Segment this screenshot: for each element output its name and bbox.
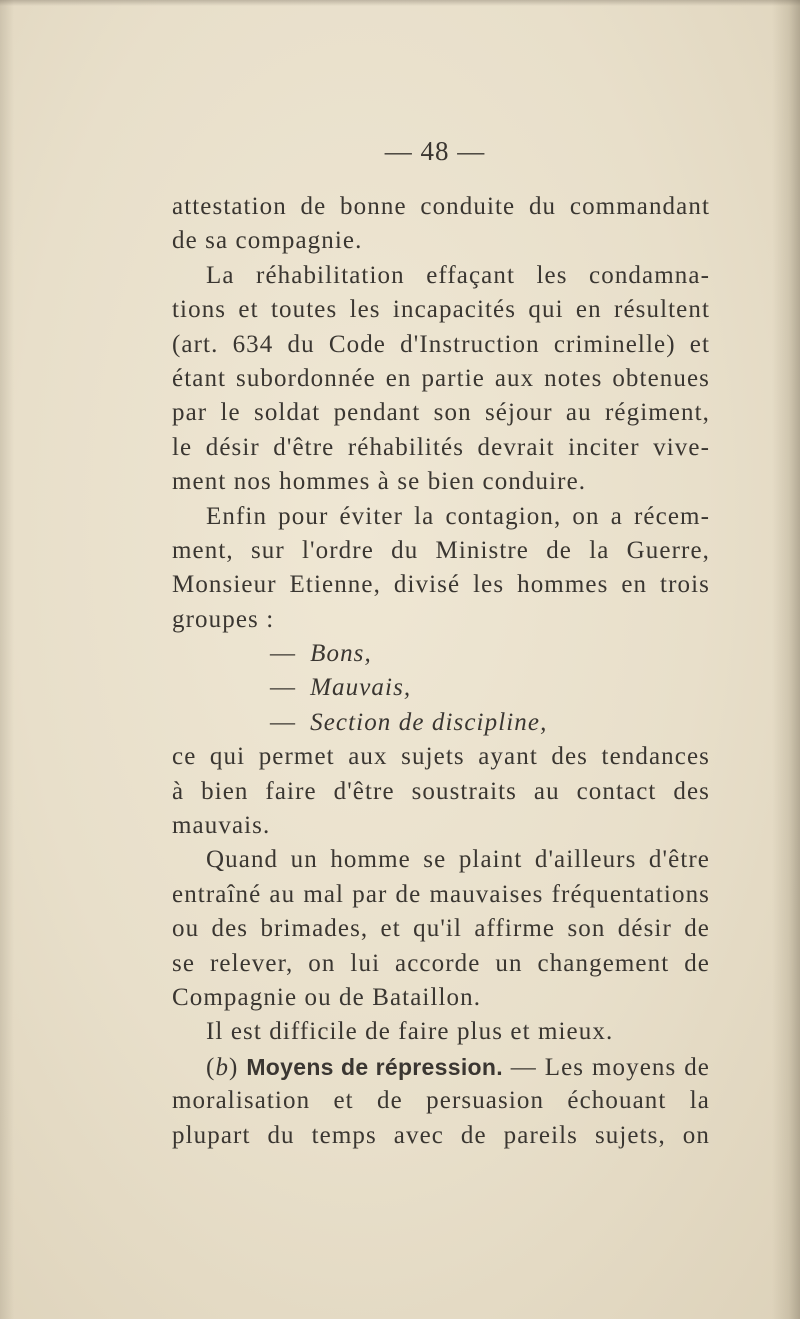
group-item [172, 671, 710, 705]
group-item [172, 706, 710, 740]
text-line: groupes : [172, 605, 275, 633]
body-text [172, 190, 710, 1153]
group-item [172, 637, 710, 671]
text-line: attestation de bonne conduite du commandant [172, 193, 710, 220]
text-line: moralisation et de persuasion échouant la [172, 1087, 710, 1115]
section-marker: (b) [206, 1053, 239, 1081]
page-left-shadow [0, 0, 14, 1319]
text-line: tions et toutes les incapacités qui en résultent [172, 296, 710, 324]
section-heading-rest: — Les moyens de [510, 1053, 710, 1081]
group-dash: — [270, 674, 297, 702]
group-label: Section de discipline, [310, 708, 548, 736]
text-line: se relever, on lui accorde un changement de [172, 949, 710, 977]
text-line: ment, sur l'ordre du Ministre de la Guerre, [172, 536, 710, 564]
section-heading-line [172, 1050, 710, 1084]
text-line: mauvais. [172, 812, 271, 840]
text-line: à bien faire d'être soustraits au contact des [172, 777, 710, 805]
group-label: Mauvais, [310, 674, 412, 702]
text-line: par le soldat pendant son séjour au régiment, [172, 399, 710, 427]
group-label: Bons, [310, 640, 372, 668]
text-line: entraîné au mal par de mauvaises fréquentations [172, 880, 710, 908]
text-line: étant subordonnée en partie aux notes obtenues [172, 364, 710, 392]
text-line: Monsieur Etienne, divisé les hommes en trois [172, 571, 710, 599]
page-top-shadow [0, 0, 800, 6]
section-heading: Moyens de répression. [246, 1053, 503, 1080]
groups-list [172, 637, 710, 740]
text-line: de sa compagnie. [172, 227, 363, 255]
paragraph-block-3 [172, 1084, 710, 1153]
group-dash: — [270, 640, 297, 668]
text-line: ment nos hommes à se bien conduire. [172, 468, 587, 496]
page-number: — 48 — [384, 136, 486, 166]
text-line: Enfin pour éviter la contagion, on a récem- [206, 502, 710, 530]
text-line: le désir d'être réhabilités devrait inciter vive- [172, 433, 710, 461]
text-line: Quand un homme se plaint d'ailleurs d'être [206, 846, 710, 874]
text-line: (art. 634 du Code d'Instruction criminelle) et [172, 330, 710, 358]
text-line: La réhabilitation effaçant les condamna- [206, 261, 710, 289]
text-line: ou des brimades, et qu'il affirme son désir de [172, 915, 710, 943]
text-line: ce qui permet aux sujets ayant des tendances [172, 743, 710, 771]
page-right-shadow [772, 0, 800, 1319]
paragraph-block-1 [172, 190, 710, 637]
text-line: plupart du temps avec de pareils sujets, on [172, 1121, 710, 1149]
text-line: Il est difficile de faire plus et mieux. [206, 1018, 614, 1046]
group-dash: — [270, 708, 297, 736]
paragraph-block-2 [172, 740, 710, 1050]
text-line: Compagnie ou de Bataillon. [172, 983, 482, 1011]
